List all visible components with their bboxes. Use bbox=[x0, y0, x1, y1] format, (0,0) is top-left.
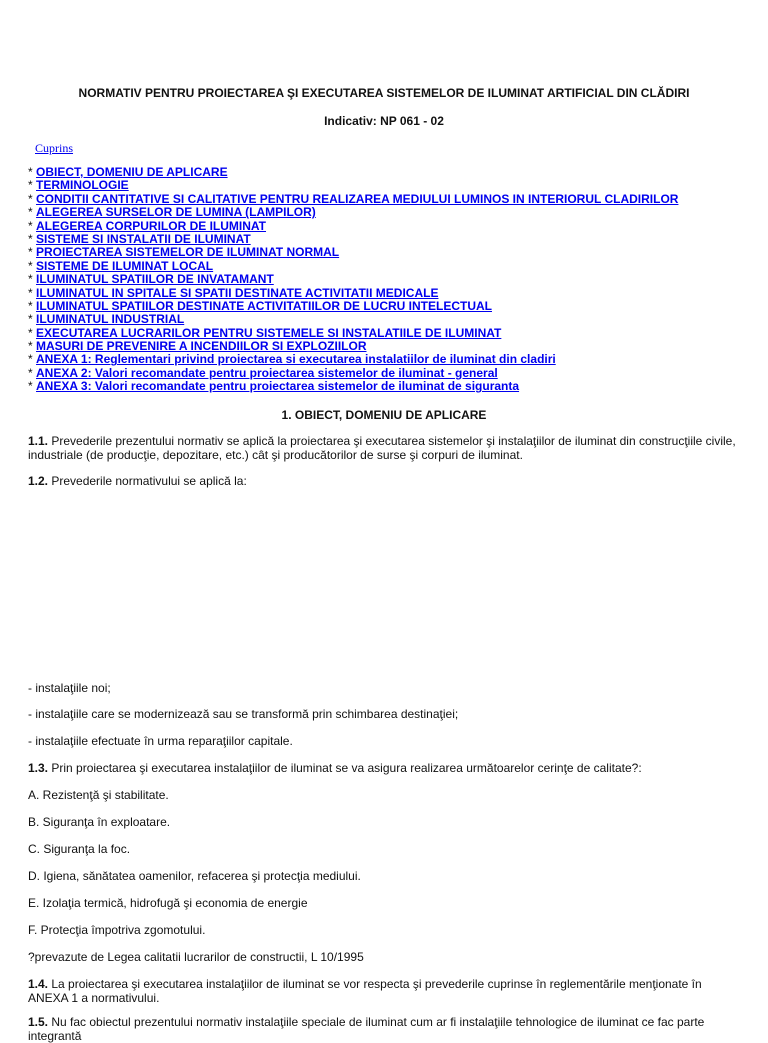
section-heading: 1. OBIECT, DOMENIU DE APLICARE bbox=[281, 408, 487, 422]
toc-item: * EXECUTAREA LUCRARILOR PENTRU SISTEMELE SI INSTALATIILE DE ILUMINAT bbox=[28, 325, 502, 340]
toc-item: * TERMINOLOGIE bbox=[28, 178, 129, 193]
toc-item: * MASURI DE PREVENIRE A INCENDIILOR SI EXPLOZIILOR bbox=[28, 339, 367, 354]
toc-link-anexa-1[interactable]: ANEXA 1: Reglementari privind proiectarea si executarea instalatiilor de iluminat din cladiri bbox=[36, 352, 556, 367]
paragraph-1-4 bbox=[28, 978, 740, 1005]
list-item: - instalaţiile care se modernizează sau se transformă prin schimbarea destinaţiei; bbox=[28, 707, 459, 721]
toc-item: * ALEGEREA CORPURILOR DE ILUMINAT bbox=[28, 218, 267, 233]
toc-link-terminologie[interactable]: TERMINOLOGIE bbox=[36, 178, 129, 193]
document-indicativ: Indicativ: NP 061 - 02 bbox=[324, 114, 444, 128]
toc-item: * CONDITII CANTITATIVE SI CALITATIVE PENTRU REALIZAREA MEDIULUI LUMINOS IN INTERIORUL CLADIRILOR bbox=[28, 191, 679, 206]
toc-link-iluminat-local[interactable]: SISTEME DE ILUMINAT LOCAL bbox=[36, 258, 214, 273]
requirement-item: C. Siguranţa la foc. bbox=[28, 842, 131, 856]
paragraph-number: 1.1. bbox=[28, 434, 49, 448]
toc-link-incendii[interactable]: MASURI DE PREVENIRE A INCENDIILOR SI EXPLOZIILOR bbox=[36, 339, 367, 354]
paragraph-text: Prevederile prezentului normativ se aplică la proiectarea şi executarea sistemelor şi instalaţiilor de iluminat din construcţiile civile, industriale (de producţie, depozitare, etc.) cât şi producătorilor de surse şi corpuri de iluminat. bbox=[28, 434, 736, 462]
toc-link-conditii[interactable]: CONDITII CANTITATIVE SI CALITATIVE PENTRU REALIZAREA MEDIULUI LUMINOS IN INTERIORUL CLADIRILOR bbox=[36, 191, 679, 206]
footnote: ?prevazute de Legea calitatii lucrarilor de constructii, L 10/1995 bbox=[28, 950, 364, 964]
toc-item: * SISTEME SI INSTALATII DE ILUMINAT bbox=[28, 231, 251, 246]
requirement-item: E. Izolaţia termică, hidrofugă şi economia de energie bbox=[28, 896, 308, 910]
paragraph-text: La proiectarea şi executarea instalaţiilor de iluminat se vor respecta şi prevederile cuprinse în reglementările menţionate în ANEXA 1 a normativului. bbox=[28, 977, 702, 1005]
paragraph-1-1 bbox=[28, 435, 740, 462]
requirement-item: F. Protecţia împotriva zgomotului. bbox=[28, 923, 206, 937]
paragraph-number: 1.4. bbox=[28, 977, 49, 991]
requirement-item: A. Rezistenţă şi stabilitate. bbox=[28, 788, 169, 802]
paragraph-1-3 bbox=[28, 762, 740, 776]
paragraph-number: 1.5. bbox=[28, 1015, 49, 1029]
list-item: - instalaţiile noi; bbox=[28, 681, 111, 695]
toc-item: * PROIECTAREA SISTEMELOR DE ILUMINAT NORMAL bbox=[28, 245, 340, 260]
toc-item: * ANEXA 3: Valori recomandate pentru proiectarea sistemelor de iluminat de siguranta bbox=[28, 379, 520, 394]
toc-link-corpuri[interactable]: ALEGEREA CORPURILOR DE ILUMINAT bbox=[36, 218, 267, 233]
toc-link-lucru-intelectual[interactable]: ILUMINATUL SPATIILOR DESTINATE ACTIVITATIILOR DE LUCRU INTELECTUAL bbox=[36, 298, 492, 313]
toc-link-obiect[interactable]: OBIECT, DOMENIU DE APLICARE bbox=[36, 165, 228, 179]
toc-item: * ILUMINATUL INDUSTRIAL bbox=[28, 312, 185, 327]
paragraph-number: 1.3. bbox=[28, 761, 49, 775]
paragraph-text: Nu fac obiectul prezentului normativ instalaţiile speciale de iluminat cum ar fi instalaţiile tehnologice de iluminat ce fac parte integrantă bbox=[28, 1015, 705, 1043]
toc-item: * ANEXA 1: Reglementari privind proiectarea si executarea instalatiilor de iluminat din cladiri bbox=[28, 352, 556, 367]
toc-link-executarea[interactable]: EXECUTAREA LUCRARILOR PENTRU SISTEMELE SI INSTALATIILE DE ILUMINAT bbox=[36, 325, 502, 340]
list-item: - instalaţiile efectuate în urma reparaţiilor capitale. bbox=[28, 734, 293, 748]
toc-link-anexa-3[interactable]: ANEXA 3: Valori recomandate pentru proiectarea sistemelor de iluminat de siguranta bbox=[36, 379, 520, 394]
paragraph-text: Prevederile normativului se aplică la: bbox=[48, 474, 247, 488]
toc-item: * ALEGEREA SURSELOR DE LUMINA (LAMPILOR) bbox=[28, 205, 316, 220]
toc-item: * SISTEME DE ILUMINAT LOCAL bbox=[28, 258, 214, 273]
paragraph-number: 1.2. bbox=[28, 474, 49, 488]
toc-link-surse[interactable]: ALEGEREA SURSELOR DE LUMINA (LAMPILOR) bbox=[36, 205, 316, 220]
cuprins-link[interactable]: Cuprins bbox=[35, 141, 74, 155]
table-of-contents bbox=[28, 166, 678, 394]
document-title: NORMATIV PENTRU PROIECTAREA ŞI EXECUTAREA SISTEMELOR DE ILUMINAT ARTIFICIAL DIN CLĂDIRI bbox=[78, 86, 690, 100]
toc-item: * ILUMINATUL SPATIILOR DE INVATAMANT bbox=[28, 272, 274, 287]
toc-item: * ANEXA 2: Valori recomandate pentru proiectarea sistemelor de iluminat - general bbox=[28, 365, 498, 380]
toc-link-iluminat-normal[interactable]: PROIECTAREA SISTEMELOR DE ILUMINAT NORMAL bbox=[36, 245, 340, 260]
requirement-item: D. Igiena, sănătatea oamenilor, refacerea şi protecţia mediului. bbox=[28, 869, 361, 883]
requirement-item: B. Siguranţa în exploatare. bbox=[28, 815, 171, 829]
toc-item: * ILUMINATUL SPATIILOR DESTINATE ACTIVITATIILOR DE LUCRU INTELECTUAL bbox=[28, 298, 492, 313]
toc-link-anexa-2[interactable]: ANEXA 2: Valori recomandate pentru proiectarea sistemelor de iluminat - general bbox=[36, 365, 498, 380]
paragraph-text: Prin proiectarea şi executarea instalaţiilor de iluminat se va asigura realizarea următoarelor cerinţe de calitate?: bbox=[48, 761, 642, 775]
toc-item: * OBIECT, DOMENIU DE APLICARE bbox=[28, 165, 228, 179]
toc-link-industrial[interactable]: ILUMINATUL INDUSTRIAL bbox=[36, 312, 185, 327]
toc-item: * ILUMINATUL IN SPITALE SI SPATII DESTINATE ACTIVITATII MEDICALE bbox=[28, 285, 439, 300]
paragraph-1-5 bbox=[28, 1016, 740, 1043]
toc-link-sisteme-instalatii[interactable]: SISTEME SI INSTALATII DE ILUMINAT bbox=[36, 231, 251, 246]
toc-link-invatamant[interactable]: ILUMINATUL SPATIILOR DE INVATAMANT bbox=[36, 272, 274, 287]
toc-link-spitale[interactable]: ILUMINATUL IN SPITALE SI SPATII DESTINATE ACTIVITATII MEDICALE bbox=[36, 285, 439, 300]
paragraph-1-2 bbox=[28, 475, 740, 489]
